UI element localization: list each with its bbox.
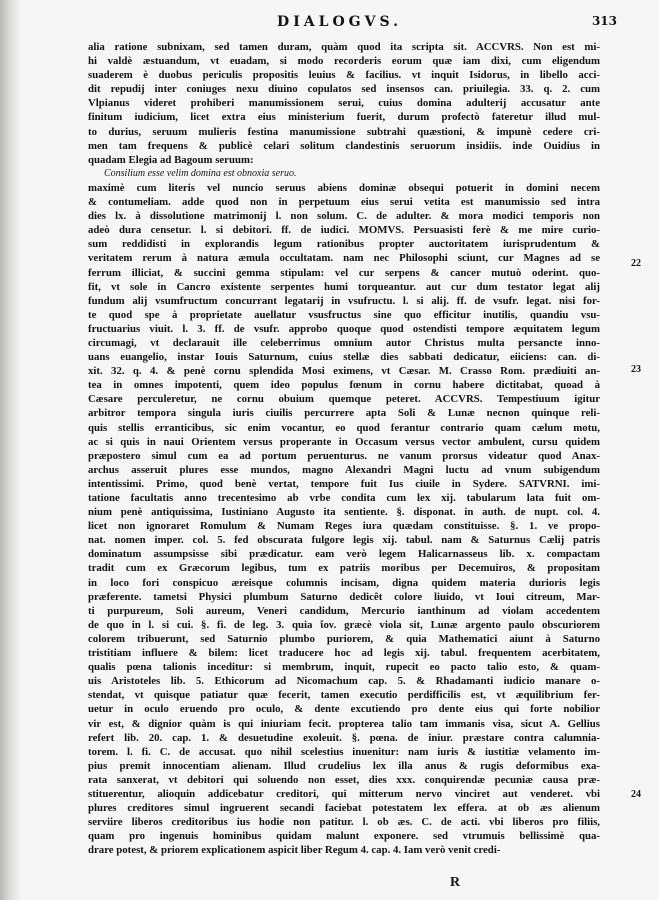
text-line: præferente. tametsi Physici plumbum Saturno dedicêt colore liuido, vt Ioui citreum, Mar- — [88, 590, 600, 603]
body-text — [88, 40, 600, 857]
text-line: dies lx. à dissolutione matrimonij l. non solum. C. de adulter. & mora modici temporis non — [88, 210, 600, 223]
page-edge-shadow — [0, 0, 22, 900]
text-line: ferrum illiciat, & succini gemma stipulam: vel cur serpens & cancer mutuò oderint. quo- — [88, 266, 600, 279]
text-line: stendat, vt quisque patiatur quæ fecerit, tamen executio perdifficilis est, vt æquilibrium fer- — [88, 689, 600, 702]
text-line: nium penè antiquissima, Iustiniano Augusto ita sentiente. §. disponat. in auth. de nupt. col. 4. — [88, 506, 600, 519]
text-line: archus asseruit plures esse mundos, magno Alexandri Magni luctu ad vnum subigendum — [88, 463, 600, 476]
text-line: rata sanxerat, vt debitori qui soluendo non esset, dies xxx. conquirendæ pecuniæ causa præ- — [88, 773, 600, 786]
text-line: finitum iudicium, licet extra eius ministerium fuerit, durum profectò fateretur illud mul- — [88, 111, 600, 124]
text-line: te quod spe à proprietate auellatur vsusfructus sine quo efficitur inutilis, quandiu vsu- — [88, 308, 600, 321]
text-line: tea in omnes impotenti, quem ideo populus fœnum in cornu habere dictitabat, quoad à — [88, 379, 600, 392]
running-head: DIALOGVS. — [277, 14, 402, 30]
text-line: uetur in oculo eruendo pro oculo, & dente excutiendo pro dente eius qui forte nobilior — [88, 703, 600, 716]
text-line: adeò dura censetur. l. si debitori. ff. de iudici. MOMVS. Persuasisti ferè & me mire curio- — [88, 224, 600, 237]
text-line: vir est, & dignior quàm is qui iniuriam fecit. propterea talio tam immanis visa, sicut A. Gellius — [88, 717, 600, 730]
text-line: quadam Elegia ad Bagoum seruum: — [88, 153, 254, 166]
text-line: intentissimi. Primo, quod benè vertat, tempore fuit Ius ciuile in Sydere. SATVRNI. imi- — [88, 477, 600, 490]
text-line: dit repudij inter coniuges nexu diuino copulatos sed insensos can. priuilegia. 33. q. 2. cum — [88, 83, 600, 96]
text-line: torem. l. fi. C. de accusat. quo nihil scelestius inuenitur: nam iuris & iustitiæ velamento im- — [88, 745, 600, 758]
text-line: de quo in l. si cui. §. fi. de leg. 3. quia ἴον. græcè viola sit, Lunæ argento paulo obscuriorem — [88, 618, 600, 631]
signature-mark: R — [450, 875, 461, 890]
text-line: uans euangelio, instar Iouis Saturnum, cuius stellæ dies sabbati dedicatur, eiiciens: can. di- — [88, 351, 600, 364]
text-line: in loco fori conspicuo æreisque columnis incisam, digna quidem materia durioris legis — [88, 576, 600, 589]
text-line: quam pro ingenuis hominibus quidam malunt exponere. sed vtrumuis bellissimè qua- — [88, 830, 600, 843]
text-line: sum reddidisti in explorandis legum rationibus propter auctoritatem iurisprudentum & — [88, 238, 600, 251]
text-line: fundum alij vsumfructum concurrant legatarij in vsufructu. l. si alij. ff. de vsufr. legat. nisi for- — [88, 294, 600, 307]
text-line: suaderem è duobus periculis propositis leuius & facilius. vt inquit Isidorus, in libello acci- — [88, 69, 600, 82]
text-line: veritatem rerum à natura æmula occultatam. nam nec Philosophi sciunt, cur Magnes ad se — [88, 252, 600, 265]
text-line: Cæsare perculeretur, ne cornu obuium quemque peteret. ACCVRS. Tempestiuum igitur — [88, 393, 600, 406]
text-line: alia ratione subnixam, sed tamen duram, quàm quod ita scripta sit. ACCVRS. Non est mi- — [88, 41, 600, 53]
text-line: stituerentur, alioquin addicebatur creditori, qui mitterum nervo vinciret aut venderet. vbi — [88, 787, 600, 800]
text-line: dominatum assumpsisse sibi prædicatur. eam verò legem Halicarnasseus lib. x. compactam — [88, 548, 600, 561]
text-line: tradit cum ex Græcorum legibus, tum ex patriis moribus per Decemuiros, & propositam — [88, 562, 600, 575]
text-line: ac si quis in naui Orientem versus properante in Occasum versus vector ambulent, cursu quidem — [88, 435, 600, 448]
text-line: licet non ignoraret Romulum & Numam Reges iura quædam constituisse. §. 1. ve propo- — [88, 520, 600, 533]
text-line: men tam frequens & publicè celari solitum clandestinis seruorum insidiis. inde Ouidius in — [88, 139, 600, 152]
margin-note: 22 — [631, 258, 641, 269]
text-line: fructuarius viuit. l. 3. ff. de vsufr. approbo quoque quod ostendisti tempore æquitatem legum — [88, 322, 600, 335]
text-line: plures creditores simul ingruerent secandi faciebat potestatem lex effera. at ob æs alienum — [88, 802, 600, 815]
text-line: serviire liberos creditoribus ius hodie non patitur. l. ob æs. C. de acti. vbi liberos pro filiis, — [88, 816, 600, 829]
page-number: 313 — [591, 14, 617, 28]
text-line: præpostero simul cum ea ad portum peruenturus. ne vanum prorsus videatur quod Anax- — [88, 449, 600, 462]
text-line: xit. 32. q. 4. & penè cornu splendida Mosi eximens, vt Cæsar. M. Crasso Rom. prædiuiti an- — [88, 365, 600, 378]
text-line: refert lib. 20. cap. 1. & desuetudine exoleuit. §. pœna. de iniur. præstare contra calumnia- — [88, 731, 600, 744]
margin-note: 23 — [631, 364, 641, 375]
text-line: nat. nomen imper. col. 5. fed obscurata fulgore legis xij. tabul. nam & Saturnus Cælij patris — [88, 534, 600, 547]
text-line: tristitiam influere & bilem: licet traducere hoc ad legis xij. tabul. frequentem acerbitatem, — [88, 647, 600, 660]
text-line: arbitror tempora singula iuris ciuilis percurrere apta Soli & Lunæ necnon quinque reli- — [88, 407, 600, 420]
text-line: drare potest, & priorem explicationem aspicit liber Regum 4. cap. 4. Iam verò venit credi- — [88, 844, 501, 857]
text-line: hi valdè æstuandum, vt euadam, si modo recorderis eorum quæ iam dixi, cum eligendum — [88, 55, 600, 68]
text-line: ti purpureum, Soli aureum, Veneri candidum, Mercurio ianthinum ad violam accedentem — [88, 604, 600, 617]
text-line: quis stellis erranticibus, sic enim vocantur, eo quod ferantur contrario quam cælum motu, — [88, 421, 600, 434]
text-line: tatione facultatis anno trecentesimo ab vrbe condita cum lex xij. tabularum lata fuit om- — [88, 492, 600, 504]
page-header — [60, 14, 619, 34]
text-line: to durius, seruum mulieris festina manumissione subtrahi quæstioni, & impunè cedere cri- — [88, 125, 600, 138]
text-line: qualis pœna talionis inceditur: si membrum, inquit, rupecit eo pacto talio esto, & quam- — [88, 661, 600, 674]
text-line: & contumeliam. adde quod non in perpetuum eius serui vetita est manumissio sed intra — [88, 196, 600, 209]
text-line: uis Aristoteles lib. 5. Ethicorum ad Nicomachum cap. 5. & Rhadamanti iudicio manare o- — [88, 675, 600, 688]
verse-quotation: Consilium esse velim domina est obnoxia seruo. — [104, 167, 297, 179]
text-line: colorem tribuerunt, sed Saturnio plumbo puriorem, & quia Mathematici aiunt à Saturno — [88, 632, 600, 645]
text-line: Vlpianus videret prohiberi manumissionem serui, cuius domina adulterij accusatur ante — [88, 97, 600, 110]
text-line: circumagi, vt declarauit ille celeberrimus omnium autor Christus multa persancte inno- — [88, 336, 600, 349]
text-line: pius premit innocentiam alienam. Illud crudelius lex illa anus & rugis deformibus exa- — [88, 759, 600, 772]
text-line: maximè cum literis vel nuncio seruus abiens dominæ obsequi potuerit in domini necem — [88, 181, 600, 194]
text-line: fit, vt sole in Cancro existente serpentes humi torqueantur. aut cur dum testator legat alij — [88, 280, 600, 293]
margin-note: 24 — [631, 789, 641, 800]
